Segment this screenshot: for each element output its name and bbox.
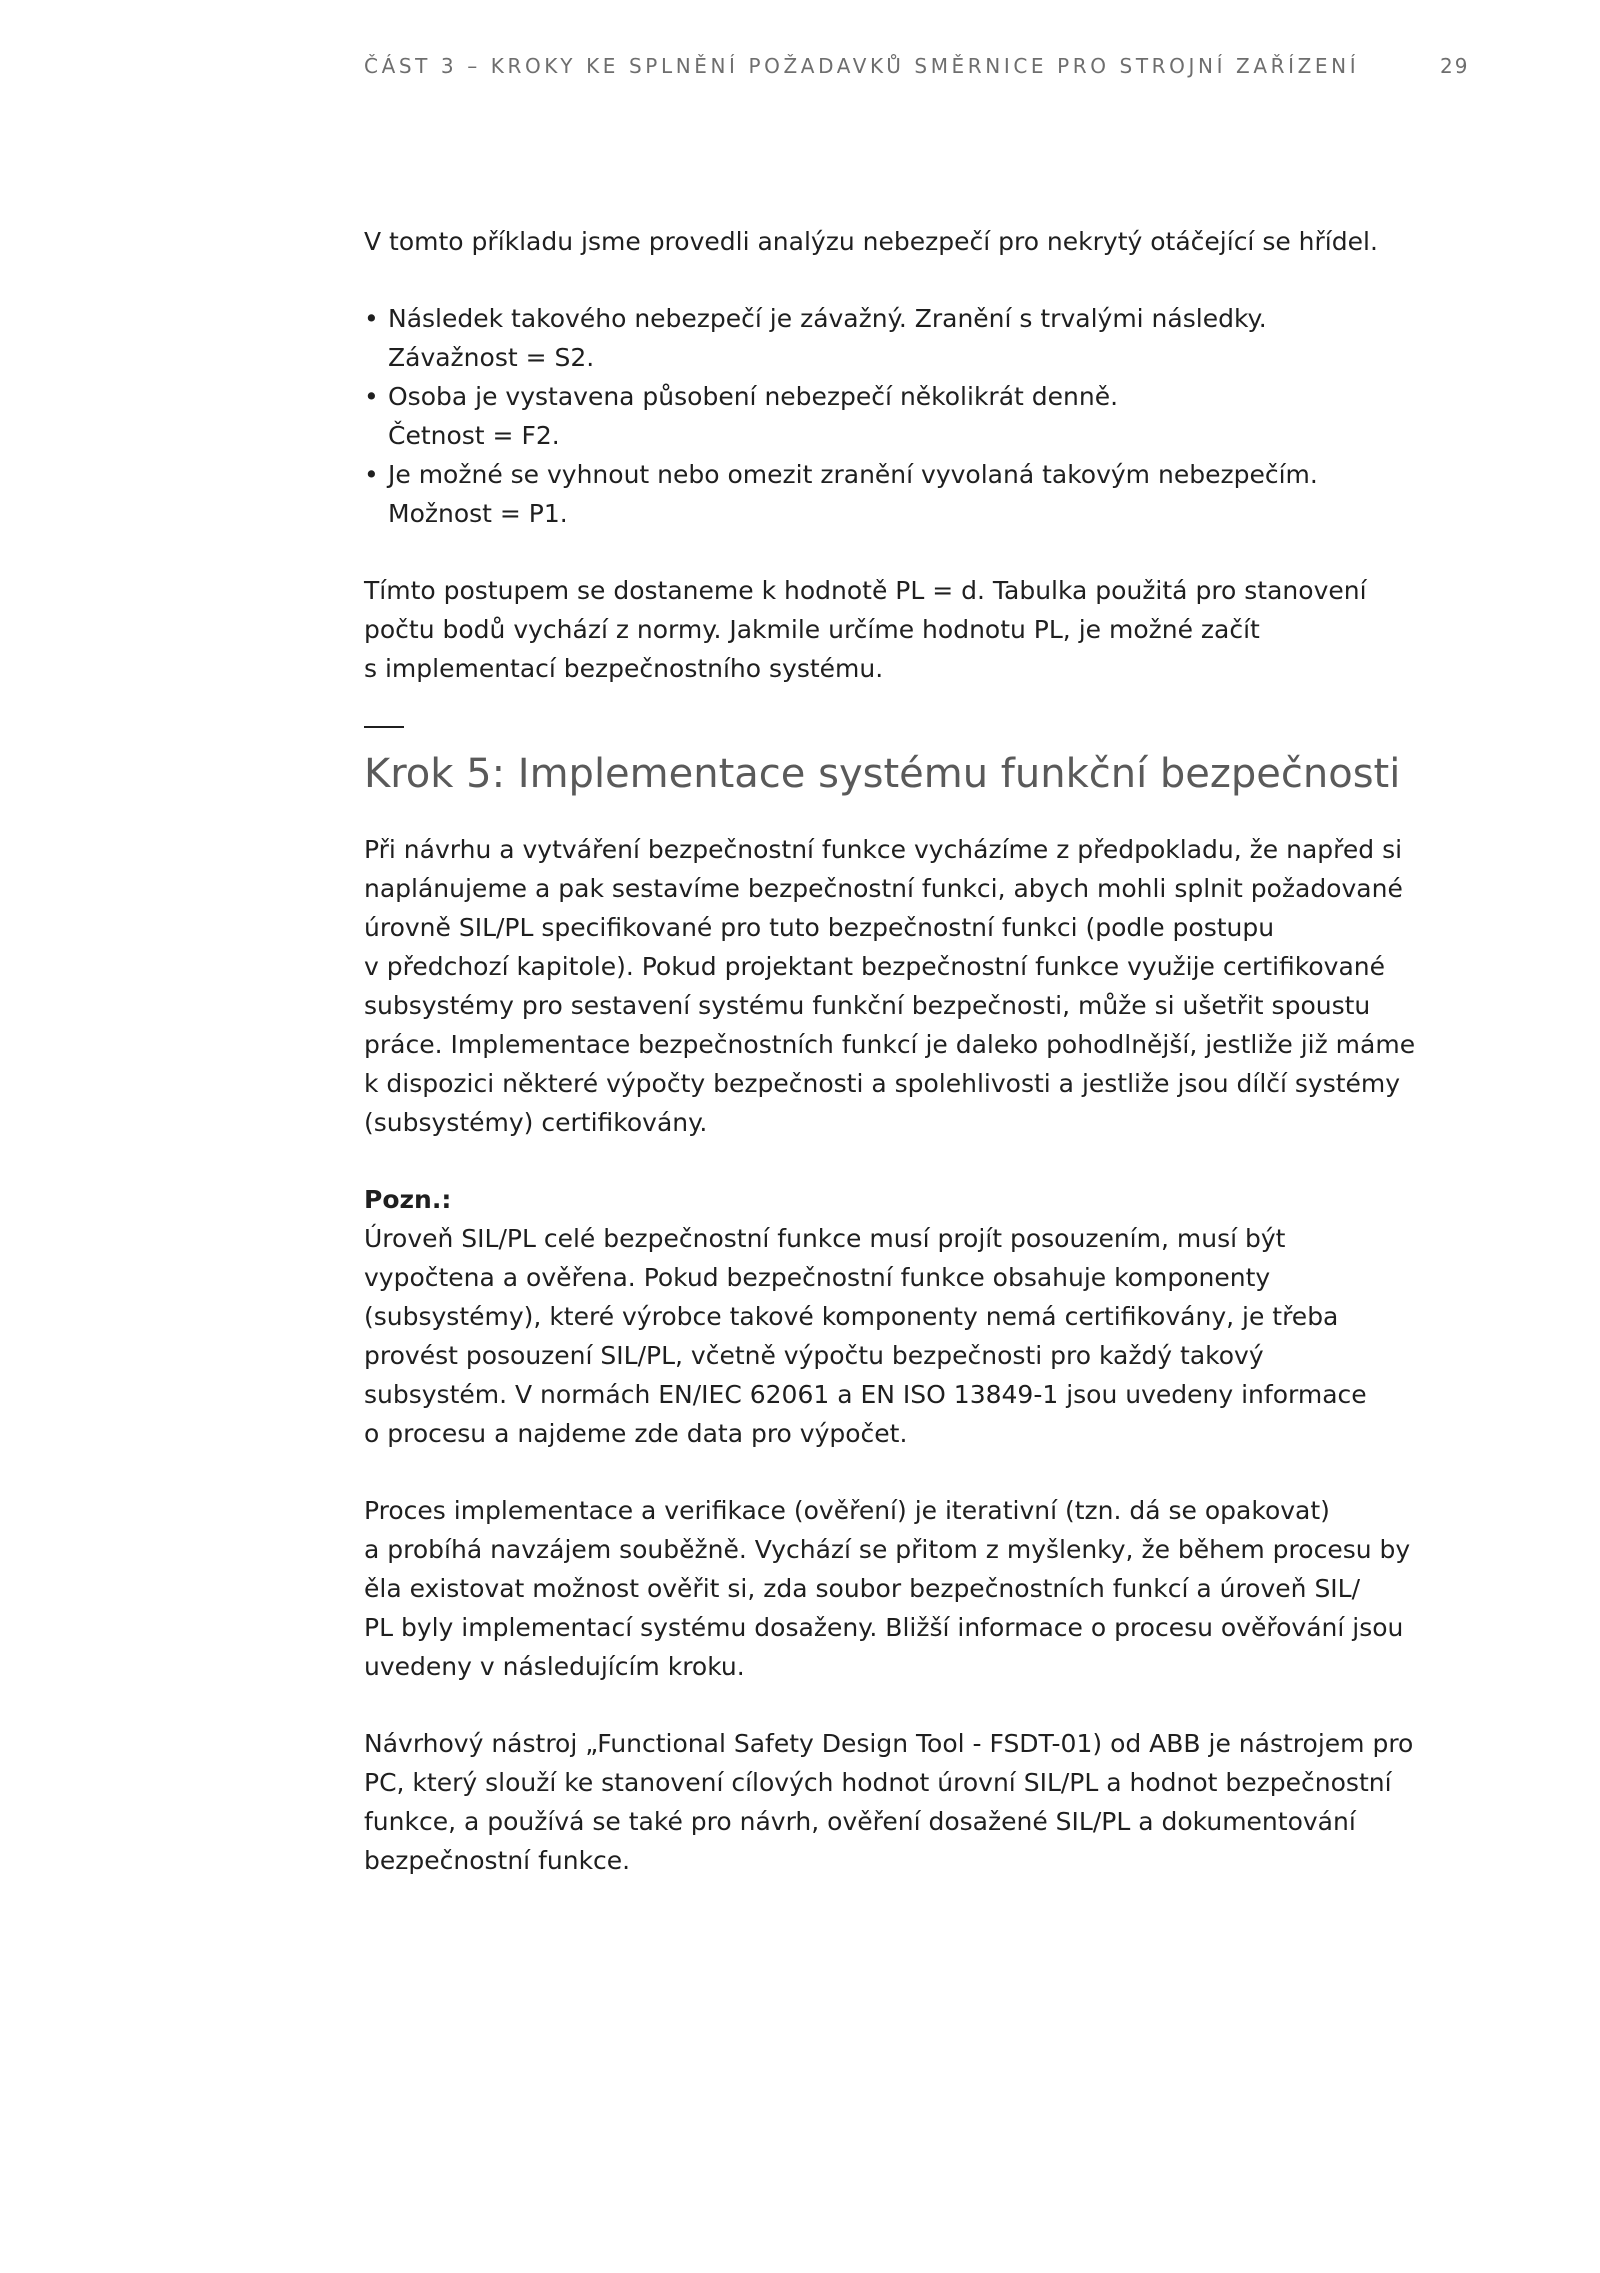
note-text: Úroveň SIL/PL celé bezpečnostní funkce musí projít posouzením, musí být vypočtena a ověřena. Pokud bezpečnostní funkce obsahuje komponenty (subsystémy), které výrobce takové komponenty nemá certifikovány, je třeba provést posouzení SIL/PL, včetně výpočtu bezpečnosti pro každý takový subsystém. V normách EN/IEC 62061 a EN ISO 13849-1 jsou uvedeny informace o procesu a najdeme zde data pro výpočet.: [364, 1224, 1367, 1448]
bullet-text: Osoba je vystavena působení nebezpečí několikrát denně. Četnost = F2.: [388, 382, 1119, 450]
bullet-severity: [364, 299, 1474, 377]
bullet-text: Následek takového nebezpečí je závažný. Zranění s trvalými následky. Závažnost = S2.: [388, 304, 1267, 372]
bullet-dot-icon: •: [364, 460, 379, 489]
intro-paragraph: V tomto příkladu jsme provedli analýzu nebezpečí pro nekrytý otáčející se hřídel.: [364, 227, 1378, 256]
bullet-text: Je možné se vyhnout nebo omezit zranění vyvolaná takovým nebezpečím. Možnost = P1.: [388, 460, 1318, 528]
section-paragraph-1: Při návrhu a vytváření bezpečnostní funkce vycházíme z předpokladu, že napřed si naplánujeme a pak sestavíme bezpečnostní funkci, abych mohli splnit požadované úrovně SIL/PL specifikované pro tuto bezpečnostní funkci (podle postupu v předchozí kapitole). Pokud projektant bezpečnostní funkce využije certifikované subsystémy pro sestavení systému funkční bezpečnosti, může si ušetřit spoustu práce. Implementace bezpečnostních funkcí je daleko pohodlnější, jestliže již máme k dispozici některé výpočty bezpečnosti a spolehlivosti a jestliže jsou dílčí systémy (subsystémy) certifikovány.: [364, 835, 1416, 1137]
spacer: [364, 261, 1474, 299]
bullet-possibility: [364, 455, 1474, 533]
section-paragraph-2: Proces implementace a verifikace (ověření) je iterativní (tzn. dá se opakovat) a probíhá navzájem souběžně. Vychází se přitom z myšlenky, že během procesu by ěla existovat možnost ověřit si, zda soubor bezpečnostních funkcí a úroveň SIL/ PL byly implementací systému dosaženy. Bližší informace o procesu ověřování jsou uvedeny v následujícím kroku.: [364, 1496, 1411, 1681]
spacer: [364, 533, 1474, 571]
spacer: [364, 1142, 1474, 1180]
section-title: Krok 5: Implementace systému funkční bezpečnosti: [364, 751, 1401, 797]
conclusion-paragraph: Tímto postupem se dostaneme k hodnotě PL = d. Tabulka použitá pro stanovení počtu bodů vychází z normy. Jakmile určíme hodnotu PL, je možné začít s implementací bezpečnostního systému.: [364, 576, 1367, 683]
spacer: [364, 1453, 1474, 1491]
page-number: 29: [1440, 54, 1470, 78]
bullet-frequency: [364, 377, 1474, 455]
spacer: [364, 802, 1474, 830]
hazard-bullet-list: [364, 299, 1474, 533]
running-header: ČÁST 3 – KROKY KE SPLNĚNÍ POŽADAVKŮ SMĚRNICE PRO STROJNÍ ZAŘÍZENÍ: [364, 54, 1360, 78]
bullet-dot-icon: •: [364, 382, 379, 411]
section-divider: [364, 726, 404, 728]
page-content: [364, 222, 1474, 1880]
note-label: Pozn.:: [364, 1185, 452, 1214]
spacer: [364, 1686, 1474, 1724]
section-paragraph-3: Návrhový nástroj „Functional Safety Design Tool - FSDT-01) od ABB je nástrojem pro PC, který slouží ke stanovení cílových hodnot úrovní SIL/PL a hodnot bezpečnostní funkce, a používá se také pro návrh, ověření dosažené SIL/PL a dokumentování bezpečnostní funkce.: [364, 1729, 1414, 1875]
bullet-dot-icon: •: [364, 304, 379, 333]
